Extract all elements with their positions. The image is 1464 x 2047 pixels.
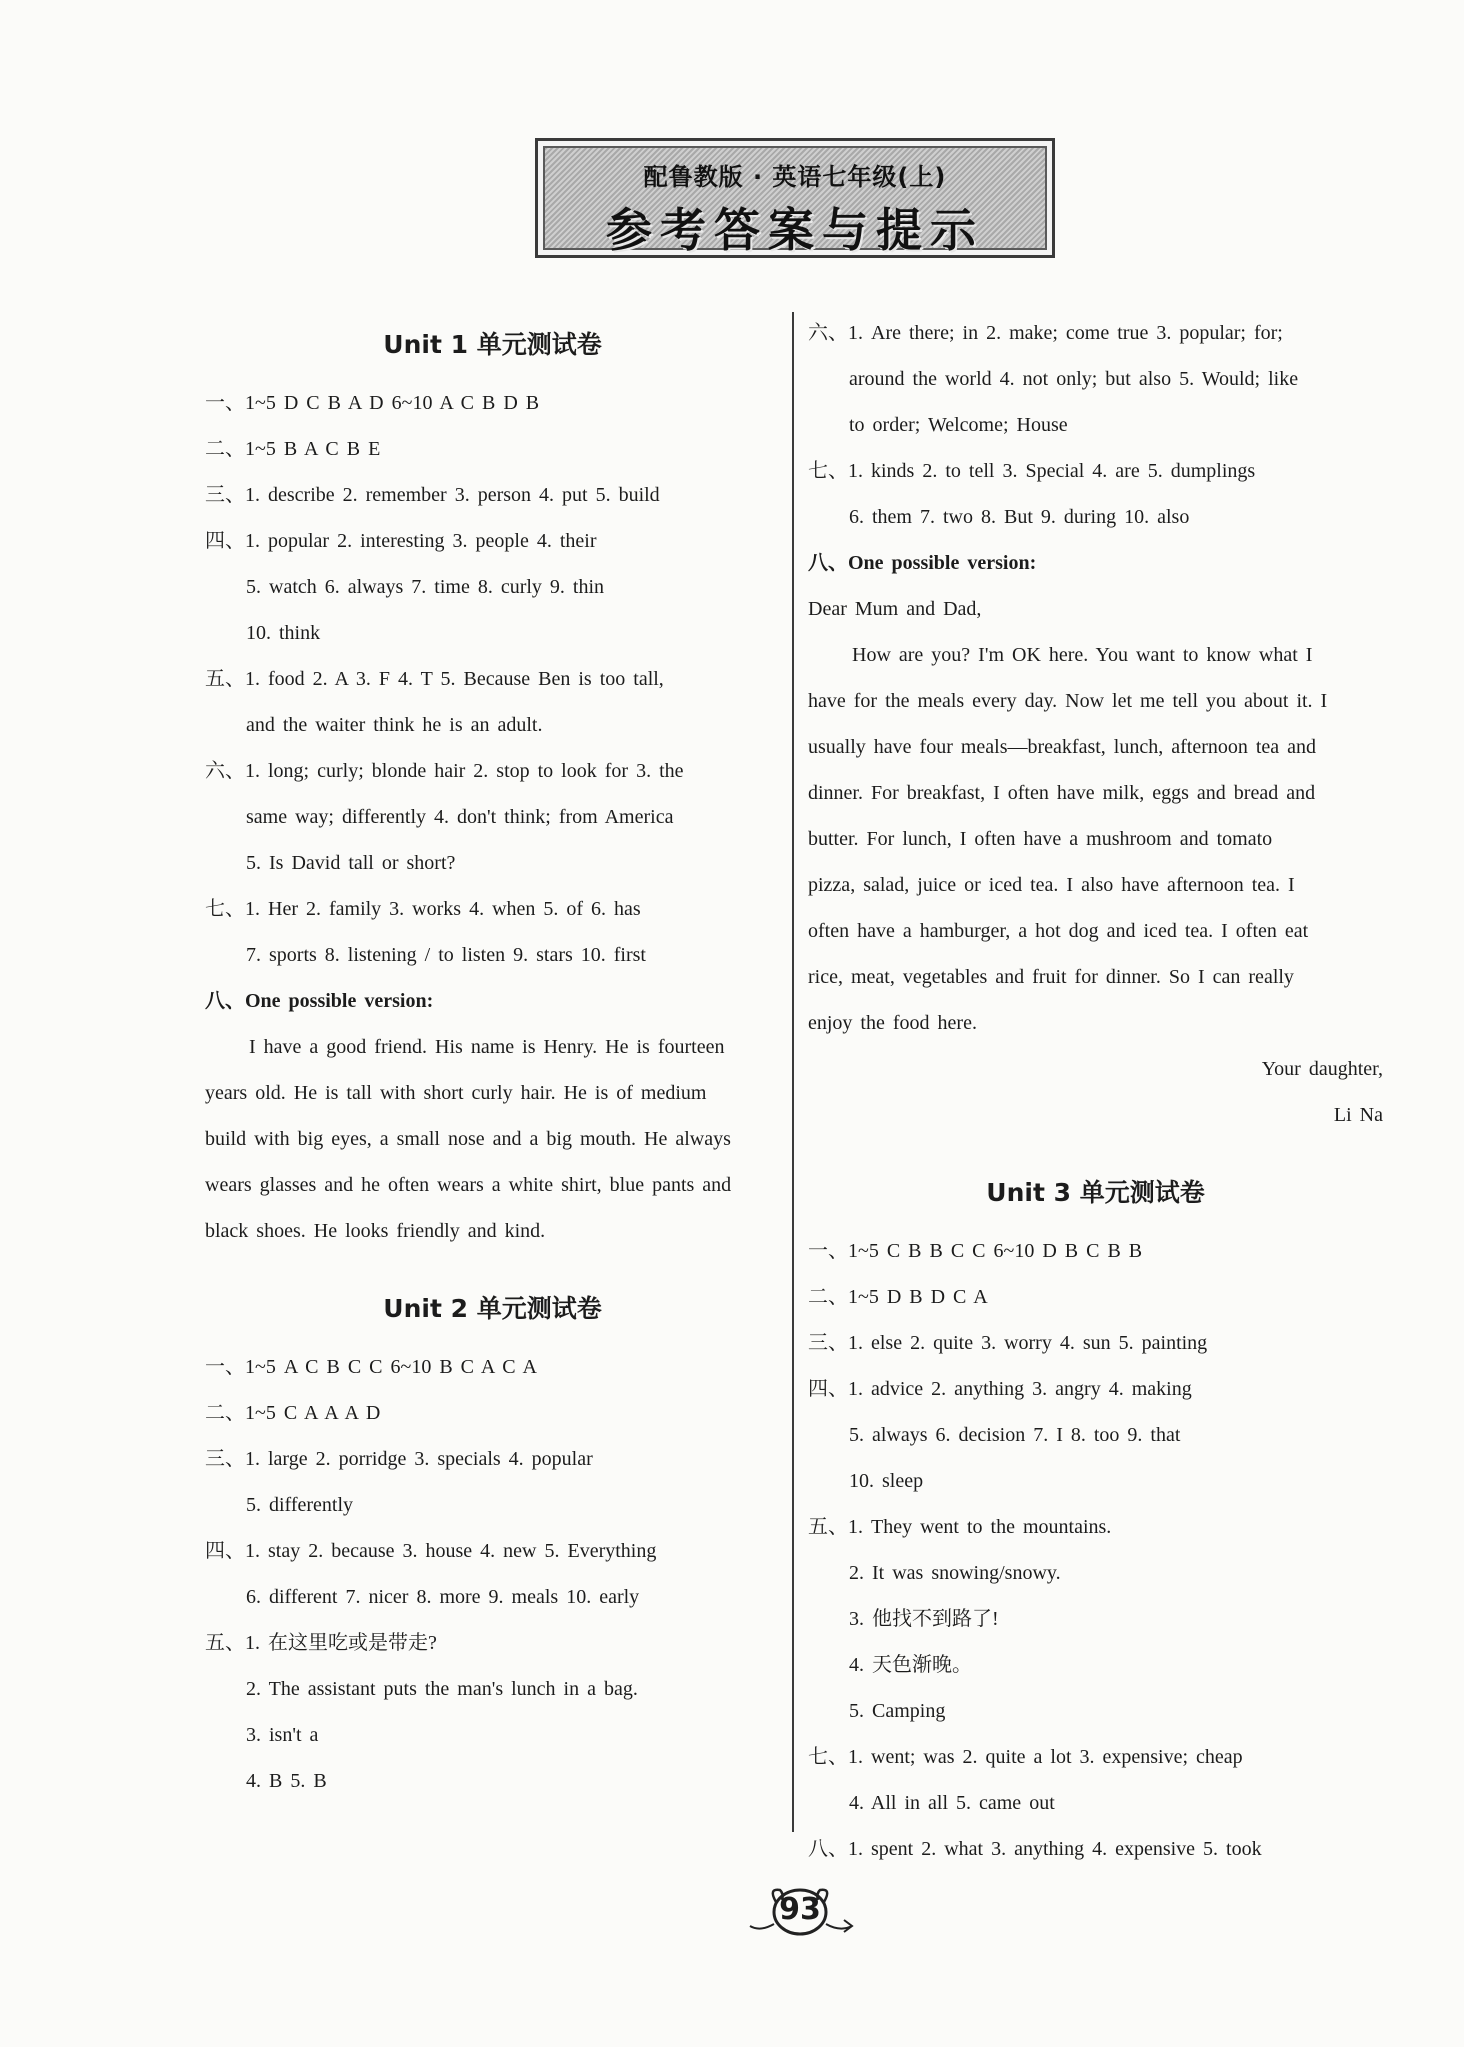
answer-line: 2. The assistant puts the man's lunch in a bag. (246, 1678, 638, 1700)
answer-line: 3. 他找不到路了! (849, 1608, 999, 1630)
unit2-title: Unit 2 单元测试卷 (383, 1294, 602, 1323)
unit3-title: Unit 3 单元测试卷 (986, 1178, 1205, 1207)
header-banner (535, 138, 1055, 258)
essay-line: dinner. For breakfast, I often have milk, eggs and bread and (808, 782, 1316, 804)
answer-line: 七、1. kinds 2. to tell 3. Special 4. are 5. dumplings (808, 460, 1256, 482)
header-title: 参考答案与提示 (606, 203, 984, 257)
answer-line: 三、1. describe 2. remember 3. person 4. put 5. build (205, 484, 660, 506)
answer-line: 5. Camping (849, 1700, 946, 1722)
essay-label: 八、One possible version: (205, 990, 434, 1012)
answer-line: 七、1. went; was 2. quite a lot 3. expensive; cheap (808, 1746, 1243, 1768)
essay-line: pizza, salad, juice or iced tea. I also have afternoon tea. I (808, 874, 1295, 896)
answer-line: 三、1. else 2. quite 3. worry 4. sun 5. painting (808, 1332, 1208, 1354)
answer-line: 6. them 7. two 8. But 9. during 10. also (849, 506, 1190, 528)
answer-line: 四、1. popular 2. interesting 3. people 4. their (205, 530, 597, 552)
header-subtitle: 配鲁教版 · 英语七年级(上) (643, 163, 947, 191)
answer-line: 5. Is David tall or short? (246, 852, 456, 874)
answer-line: 五、1. food 2. A 3. F 4. T 5. Because Ben is too tall, (205, 668, 664, 690)
page-number-badge (740, 1880, 860, 1940)
essay-line: build with big eyes, a small nose and a big mouth. He always (205, 1128, 731, 1150)
answer-line: 一、1~5 C B B C C 6~10 D B C B B (808, 1240, 1143, 1262)
essay-line: have for the meals every day. Now let me tell you about it. I (808, 690, 1328, 712)
answer-line: to order; Welcome; House (849, 414, 1068, 436)
answer-line: same way; differently 4. don't think; from America (246, 806, 674, 828)
answer-line: and the waiter think he is an adult. (246, 714, 543, 736)
essay-line: wears glasses and he often wears a white shirt, blue pants and (205, 1174, 732, 1196)
answer-line: 五、1. 在这里吃或是带走? (205, 1632, 437, 1654)
answer-line: 4. B 5. B (246, 1770, 327, 1792)
answer-line: 6. different 7. nicer 8. more 9. meals 10. early (246, 1586, 640, 1608)
answer-line: 五、1. They went to the mountains. (808, 1516, 1112, 1538)
answer-line: 3. isn't a (246, 1724, 319, 1746)
answer-line: 4. All in all 5. came out (849, 1792, 1055, 1814)
essay-line: butter. For lunch, I often have a mushroom and tomato (808, 828, 1273, 850)
essay-line: rice, meat, vegetables and fruit for dinner. So I can really (808, 966, 1294, 988)
answer-line: 四、1. stay 2. because 3. house 4. new 5. Everything (205, 1540, 657, 1562)
essay-label: 八、One possible version: (808, 552, 1037, 574)
column-divider (792, 312, 794, 1832)
essay-line: I have a good friend. His name is Henry. He is fourteen (249, 1036, 725, 1058)
unit1-title: Unit 1 单元测试卷 (383, 330, 602, 359)
answer-line: 10. think (246, 622, 321, 644)
answer-line: 二、1~5 D B D C A (808, 1286, 988, 1308)
answer-line: 4. 天色渐晚。 (849, 1654, 972, 1676)
essay-line: black shoes. He looks friendly and kind. (205, 1220, 546, 1242)
right-column (808, 310, 1383, 1872)
answer-line: 5. always 6. decision 7. I 8. too 9. that (849, 1424, 1181, 1446)
answer-line: 一、1~5 A C B C C 6~10 B C A C A (205, 1356, 537, 1378)
answer-line: 二、1~5 C A A A D (205, 1402, 381, 1424)
page-number: 93 (779, 1892, 821, 1927)
letter-signature: Li Na (1333, 1104, 1383, 1126)
answer-line: 5. watch 6. always 7. time 8. curly 9. thin (246, 576, 605, 598)
answer-line: 10. sleep (849, 1470, 924, 1492)
answer-line: 5. differently (246, 1494, 354, 1516)
answer-line: 六、1. Are there; in 2. make; come true 3. popular; for; (808, 322, 1283, 344)
essay-line: years old. He is tall with short curly hair. He is of medium (205, 1082, 707, 1104)
answer-line: 二、1~5 B A C B E (205, 438, 381, 460)
essay-line: often have a hamburger, a hot dog and iced tea. I often eat (808, 920, 1309, 942)
left-column (205, 310, 780, 1804)
essay-line: enjoy the food here. (808, 1012, 977, 1034)
answer-line: 2. It was snowing/snowy. (849, 1562, 1061, 1584)
answer-line: 四、1. advice 2. anything 3. angry 4. making (808, 1378, 1192, 1400)
answer-line: 六、1. long; curly; blonde hair 2. stop to look for 3. the (205, 760, 684, 782)
answer-line: around the world 4. not only; but also 5. Would; like (849, 368, 1299, 390)
answer-line: 八、1. spent 2. what 3. anything 4. expensive 5. took (808, 1838, 1262, 1860)
essay-line: How are you? I'm OK here. You want to know what I (852, 644, 1313, 666)
answer-line: 7. sports 8. listening / to listen 9. stars 10. first (246, 944, 646, 966)
answer-line: 七、1. Her 2. family 3. works 4. when 5. of 6. has (205, 898, 641, 920)
essay-line: usually have four meals—breakfast, lunch, afternoon tea and (808, 736, 1317, 758)
answer-line: 一、1~5 D C B A D 6~10 A C B D B (205, 392, 540, 414)
letter-closing: Your daughter, (1261, 1058, 1383, 1080)
letter-greeting: Dear Mum and Dad, (808, 598, 982, 620)
answer-line: 三、1. large 2. porridge 3. specials 4. popular (205, 1448, 593, 1470)
